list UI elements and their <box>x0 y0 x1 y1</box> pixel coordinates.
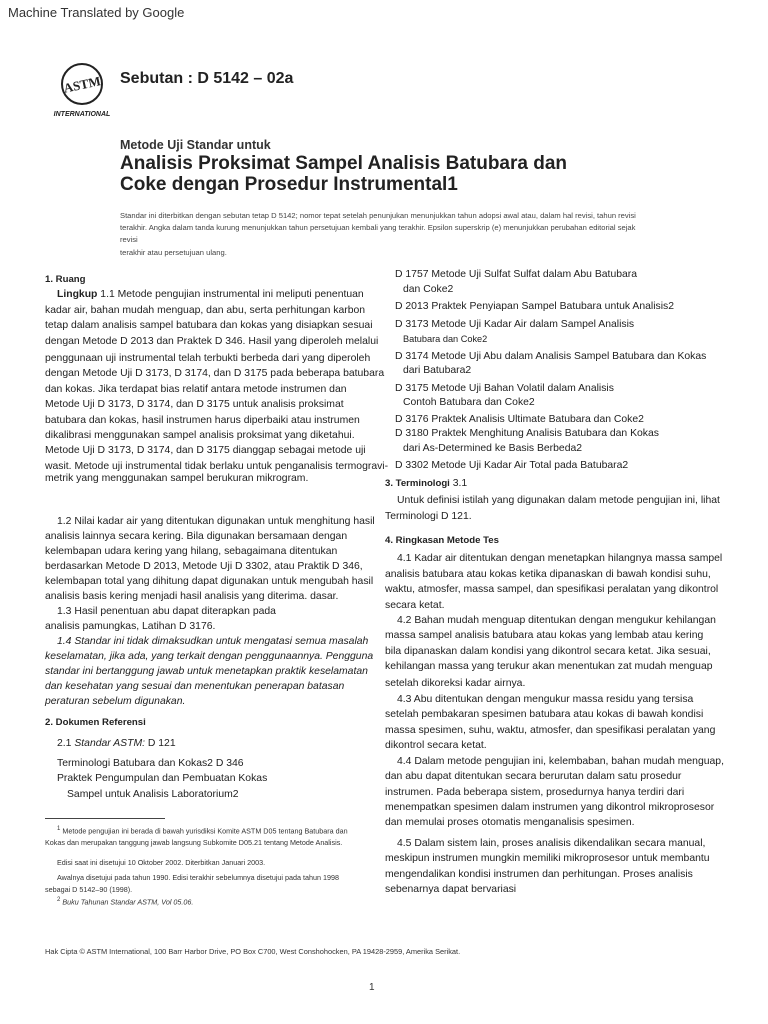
section-number: 3.1 <box>449 478 468 489</box>
footnote-mark: 2 <box>57 897 61 904</box>
paragraph-line: keselamatan, jika ada, yang terkait dengan penggunaannya. Pengguna <box>45 651 374 662</box>
paragraph-line: kelembapan udara kering yang hilang, sebagaimana ditentukan <box>45 546 338 557</box>
paragraph-line: analisis lainnya secara kering. Bila digunakan bersamaan dengan <box>45 531 348 542</box>
title-line-1: Analisis Proksimat Sampel Analisis Batubara dan <box>120 153 568 174</box>
paragraph-line: sebenarnya dapat bervariasi <box>385 884 517 896</box>
reference-item: D 3176 Praktek Analisis Ultimate Batubara dan Coke2 <box>395 413 644 425</box>
paragraph-line: dikontrol secara ketat. <box>385 740 487 752</box>
section-1-4 <box>45 634 373 709</box>
paragraph-line: bila dipanaskan dalam kondisi yang dikontrol secara ketat. Jika sesuai, <box>385 645 711 657</box>
section-heading: 4. Ringkasan Metode Tes <box>385 535 499 546</box>
section-1 <box>45 272 388 487</box>
footnote-text: Metode pengujian ini berada di bawah yurisdiksi Komite ASTM D05 tentang Batubara dan <box>60 826 348 836</box>
notice-line: Standar ini diterbitkan dengan sebutan tetap D 5142; nomor tepat setelah penunjukan menunjukkan tahun adopsi awal atau, dalam hal revisi, tahun revisi <box>120 211 636 220</box>
paragraph-line: 4.4 Dalam metode pengujian ini, kelembaban, bahan mudah menguap, <box>397 755 724 767</box>
reference-item: Terminologi Batubara dan Kokas2 D 346 <box>57 757 244 769</box>
paragraph-line: instrumen. Pada beberapa sistem, prosedurnya hanya terdiri dari <box>385 786 685 798</box>
reference-item: dari As-Determined ke Basis Berbeda2 <box>403 442 583 454</box>
section-2 <box>45 715 267 802</box>
paragraph-line: 1.2 Nilai kadar air yang ditentukan digunakan untuk menghitung hasil <box>57 516 375 527</box>
section-4-5 <box>385 836 710 898</box>
footnote-mark: 1 <box>57 826 61 832</box>
reference-item: Praktek Pengumpulan dan Pembuatan Kokas <box>57 773 268 785</box>
paragraph-line: kelembapan total yang dihitung dapat digunakan untuk mengubah hasil <box>45 576 374 587</box>
issuance-notice <box>120 210 640 259</box>
paragraph-line: dengan Metode Uji D 3173, D 3174, dan D 3175 pada beberapa batubara <box>45 368 385 380</box>
title-line-2: Coke dengan Prosedur Instrumental1 <box>120 174 458 195</box>
paragraph-line: standar ini bertanggung jawab untuk menetapkan praktik keselamatan <box>45 666 368 677</box>
reference-item: D 3180 Praktek Menghitung Analisis Batubara dan Kokas <box>395 428 659 439</box>
paragraph-line: setelah pembakaran spesimen batubara atau kokas di bawah kondisi <box>385 709 704 721</box>
paragraph-line: dan kesehatan yang sesuai dan menentukan penerapan batasan <box>45 681 345 692</box>
logo-subtext: INTERNATIONAL <box>53 111 111 118</box>
footnotes <box>45 824 348 908</box>
notice-line: terakhir. Angka dalam tanda kurung menunjukkan tahun persetujuan kembali yang terakhir. Epsilon superskrip (e) menunjukkan perubahan editorial sejak revisi <box>120 223 636 245</box>
paragraph-line: metrik yang menggunakan sampel berukuran mikrogram. <box>45 473 309 485</box>
paragraph-line: batubara dan kokas, hasil instrumen harus diperbaiki atau instrumen <box>45 414 360 426</box>
paragraph-line: dengan Metode D 2013 dan Praktek D 346. Hasil yang diperoleh melalui <box>45 335 379 347</box>
standard-title <box>120 153 580 195</box>
paragraph-line: 4.5 Dalam sistem lain, proses analisis dikendalikan secara manual, <box>397 838 706 849</box>
paragraph-line: peraturan sebelum digunakan. <box>45 696 186 707</box>
paragraph-line: 4.1 Kadar air ditentukan dengan menetapkan hilangnya massa sampel <box>397 553 723 565</box>
paragraph-line: 1.3 Hasil penentuan abu dapat diterapkan pada <box>57 606 276 617</box>
paragraph-line: Untuk definisi istilah yang digunakan dalam metode pengujian ini, lihat <box>397 495 720 507</box>
reference-item: Batubara dan Coke2 <box>403 334 488 344</box>
logo-text: ASTM <box>62 73 103 96</box>
paragraph-line: mengendalikan kondisi instrumen dan perhitungan. Proses analisis <box>385 868 693 880</box>
section-1-2 <box>45 514 375 634</box>
reference-item: Sampel untuk Analisis Laboratorium2 <box>67 788 239 800</box>
copyright-notice: Hak Cipta © ASTM International, 100 Barr Harbor Drive, PO Box C700, West Conshohocken, PA 19428-2959, Amerika Serikat. <box>45 947 461 956</box>
reference-item: D 3175 Metode Uji Bahan Volatil dalam Analisis <box>395 382 614 394</box>
reference-item: D 3302 Metode Uji Kadar Air Total pada Batubara2 <box>395 460 629 471</box>
paragraph-line: dan abu dapat ditentukan secara berurutan dalam satu prosedur <box>385 771 682 783</box>
footnote-text: sebagai D 5142–90 (1998). <box>45 884 133 894</box>
paragraph-line: massa spesimen, suhu, waktu, atmosfer, dan spesifikasi peralatan yang <box>385 724 716 736</box>
ref-number: 2.1 <box>57 738 75 750</box>
standard-subtitle: Metode Uji Standar untuk <box>120 138 271 152</box>
paragraph-line: dikalibrasi menggunakan sampel analisis proksimat yang diketahui. <box>45 430 355 442</box>
footnote-rule <box>45 818 165 819</box>
paragraph-line: tetap dalam analisis sampel batubara dan kokas yang disiapkan sesuai <box>45 320 373 332</box>
machine-translated-header: Machine Translated by Google <box>8 5 185 20</box>
paragraph-line: wasit. Metode uji instrumental tidak berlaku untuk penganalisis termogravi- <box>45 460 389 472</box>
section-heading: 3. Terminologi <box>385 478 450 489</box>
paragraph-line: 1.4 Standar ini tidak dimaksudkan untuk mengatasi semua masalah <box>57 636 369 647</box>
paragraph-line: analisis basis kering menjadi hasil analisis yang diterima. dasar. <box>45 591 339 602</box>
scope-lead-text: 1.1 Metode pengujian instrumental ini meliputi penentuan <box>97 289 364 301</box>
paragraph-line: berdasarkan Metode D 2013, Metode Uji D 3302, atau Praktik D 346, <box>45 561 363 572</box>
footnote-text: Buku Tahunan Standar ASTM, Vol 05.06. <box>60 897 194 907</box>
paragraph-line: kadar air, bahan mudah menguap, dan abu, serta perhitungan karbon <box>45 304 366 316</box>
astm-logo <box>52 58 112 120</box>
paragraph-line: analisis pamungkas, Latihan D 3176. <box>45 621 216 632</box>
reference-item: dari Batubara2 <box>403 365 472 376</box>
reference-item: D 1757 Metode Uji Sulfat Sulfat dalam Abu Batubara <box>395 269 638 280</box>
reference-item: dan Coke2 <box>403 283 454 295</box>
paragraph-line: Metode Uji D 3173, D 3174, dan D 3175 untuk analisis proksimat <box>45 399 344 411</box>
footnote-text: Awalnya disetujui pada tahun 1990. Edisi terakhir sebelumnya disetujui pada tahun 1998 <box>57 873 339 883</box>
paragraph-line: massa sampel analisis batubara atau kokas yang lembab atau kering <box>385 630 704 642</box>
paragraph-line: menempatkan spesimen dalam instrumen yang dikontrol mikroprosesor <box>385 801 715 813</box>
page-number: 1 <box>369 982 375 993</box>
section-3 <box>385 476 720 524</box>
section-4 <box>385 533 724 831</box>
paragraph-line: Metode Uji D 3173, D 3174, dan D 3175 dianggap sebagai metode uji <box>45 445 366 457</box>
paragraph-line: dan memulai proses otomatis menganalisis spesimen. <box>385 817 635 829</box>
reference-item: D 3174 Metode Uji Abu dalam Analisis Sampel Batubara dan Kokas <box>395 350 707 362</box>
paragraph-line: waktu, atmosfer, massa sampel, dan spesifikasi peralatan yang dikontrol <box>385 584 719 596</box>
reference-item: D 3173 Metode Uji Kadar Air dalam Sampel Analisis <box>395 318 635 330</box>
footnote-text: Kokas dan merupakan tanggung jawab langsung Subkomite D05.21 tentang Metode Analisis. <box>45 837 343 847</box>
paragraph-line: Terminologi D 121. <box>385 510 472 522</box>
scope-lead-bold: Lingkup <box>57 289 98 301</box>
paragraph-line: 4.2 Bahan mudah menguap ditentukan dengan mengukur kehilangan <box>397 615 716 627</box>
reference-list <box>395 268 706 474</box>
ref-label: Standar ASTM: <box>74 738 145 750</box>
footnote-text: Edisi saat ini disetujui 10 Oktober 2002. Diterbitkan Januari 2003. <box>57 857 266 867</box>
paragraph-line: analisis batubara atau kokas ketika dipanaskan di bawah kondisi suhu, <box>385 568 711 580</box>
paragraph-line: secara ketat. <box>385 599 445 611</box>
section-heading: 1. Ruang <box>45 274 86 285</box>
paragraph-line: setelah dikoreksi kadar airnya. <box>385 677 526 689</box>
paragraph-line: dan kokas. Jika terdapat bias relatif antara metode instrumen dan <box>45 383 347 395</box>
paragraph-line: meskipun instrumen mungkin memiliki mikroprosesor untuk membantu <box>385 853 710 865</box>
notice-line: terakhir atau persetujuan ulang. <box>120 247 227 257</box>
designation: Sebutan : D 5142 – 02a <box>120 70 294 87</box>
paragraph-line: penggunaan uji instrumental telah terbukti berbeda dari yang diperoleh <box>45 353 371 365</box>
paragraph-line: kehilangan massa yang terukur akan menentukan zat mudah menguap <box>385 661 713 673</box>
reference-item: Contoh Batubara dan Coke2 <box>403 397 535 408</box>
paragraph-line: 4.3 Abu ditentukan dengan mengukur massa residu yang tersisa <box>397 694 694 706</box>
section-heading: 2. Dokumen Referensi <box>45 717 146 728</box>
reference-item: D 2013 Praktek Penyiapan Sampel Batubara untuk Analisis2 <box>395 301 674 312</box>
ref-code: D 121 <box>145 738 176 750</box>
